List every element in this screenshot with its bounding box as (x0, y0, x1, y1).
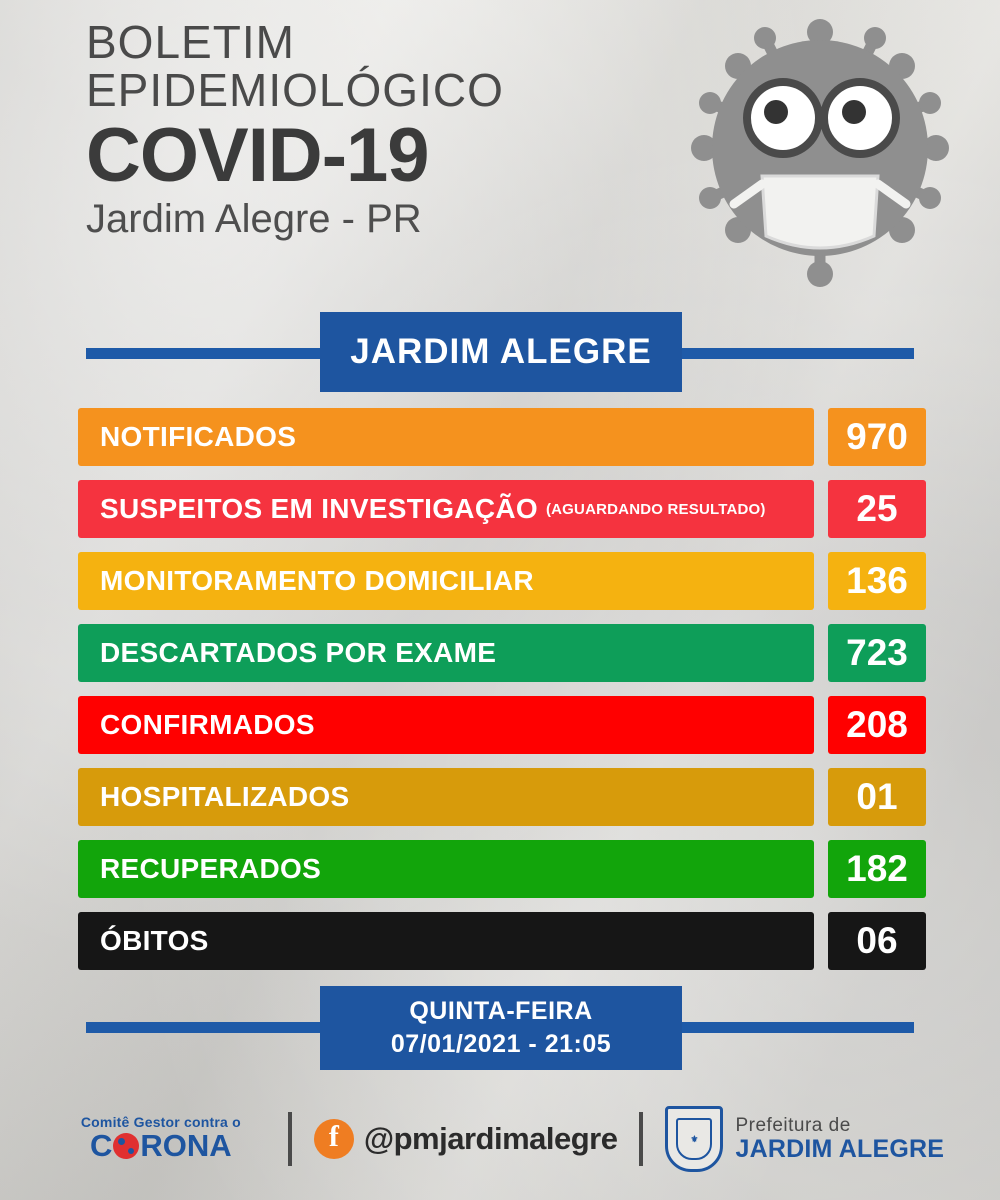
stat-row-hospitalizados (78, 768, 926, 826)
comite-wordmark-c: C (90, 1128, 113, 1163)
stat-value: 182 (828, 840, 926, 898)
comite-wordmark (90, 1128, 232, 1164)
coat-of-arms-inner: ⚜ (676, 1118, 712, 1160)
facebook-icon[interactable]: f (314, 1119, 354, 1159)
page-header (86, 18, 504, 242)
facebook-handle[interactable]: @pmjardimalegre (363, 1121, 618, 1156)
city-banner-box (320, 312, 682, 392)
stat-label: HOSPITALIZADOS (100, 781, 350, 812)
virus-dot-icon (113, 1133, 139, 1159)
stat-label: DESCARTADOS POR EXAME (100, 637, 497, 668)
stat-value: 208 (828, 696, 926, 754)
stat-bar-suspeitos (78, 480, 814, 538)
prefeitura-line2: JARDIM ALEGRE (735, 1134, 945, 1163)
title-line-boletim: BOLETIM (86, 16, 295, 68)
stat-row-confirmados (78, 696, 926, 754)
stat-label: SUSPEITOS EM INVESTIGAÇÃO (100, 493, 538, 524)
stat-sublabel: (AGUARDANDO RESULTADO) (545, 500, 766, 518)
title-covid: COVID-19 (86, 113, 429, 198)
stat-value: 01 (828, 768, 926, 826)
stat-row-obitos (78, 912, 926, 970)
footer-divider-2 (639, 1112, 643, 1166)
date-banner (0, 986, 1000, 1070)
date-datetime: 07/01/2021 - 21:05 (390, 1030, 612, 1058)
stat-label: CONFIRMADOS (100, 709, 315, 740)
prefeitura-text (735, 1115, 944, 1164)
comite-gestor-logo (56, 1114, 266, 1164)
stat-label: MONITORAMENTO DOMICILIAR (100, 565, 534, 596)
city-banner (0, 312, 1000, 392)
stat-value: 06 (828, 912, 926, 970)
stat-label: NOTIFICADOS (100, 421, 297, 452)
page-footer (0, 1096, 1000, 1182)
facebook-block[interactable] (314, 1119, 618, 1159)
date-banner-box (320, 986, 682, 1070)
title-city: Jardim Alegre - PR (86, 197, 422, 241)
stat-value: 136 (828, 552, 926, 610)
stat-row-notificados (78, 408, 926, 466)
date-weekday: QUINTA-FEIRA (409, 997, 593, 1025)
stat-label: ÓBITOS (100, 925, 209, 956)
stat-bar-monitoramento (78, 552, 814, 610)
coronavirus-mask-icon (670, 8, 970, 298)
coat-of-arms-icon (665, 1106, 723, 1172)
stat-label: RECUPERADOS (100, 853, 322, 884)
stats-list (78, 408, 926, 984)
stat-row-suspeitos (78, 480, 926, 538)
stat-bar-descartados (78, 624, 814, 682)
comite-wordmark-rona: RONA (140, 1128, 232, 1163)
stat-bar-notificados (78, 408, 814, 466)
footer-divider-1 (288, 1112, 292, 1166)
stat-bar-hospitalizados (78, 768, 814, 826)
stat-bar-obitos (78, 912, 814, 970)
stat-value: 970 (828, 408, 926, 466)
prefeitura-block (665, 1106, 944, 1172)
stat-bar-confirmados (78, 696, 814, 754)
city-banner-label: JARDIM ALEGRE (350, 332, 652, 371)
stat-value: 25 (828, 480, 926, 538)
stat-row-recuperados (78, 840, 926, 898)
prefeitura-line1: Prefeitura de (735, 1114, 851, 1136)
stat-value: 723 (828, 624, 926, 682)
stat-row-descartados (78, 624, 926, 682)
title-line-epidemiologico: EPIDEMIOLÓGICO (86, 64, 504, 116)
stat-row-monitoramento (78, 552, 926, 610)
stat-bar-recuperados (78, 840, 814, 898)
comite-tagline: Comitê Gestor contra o (80, 1114, 241, 1130)
